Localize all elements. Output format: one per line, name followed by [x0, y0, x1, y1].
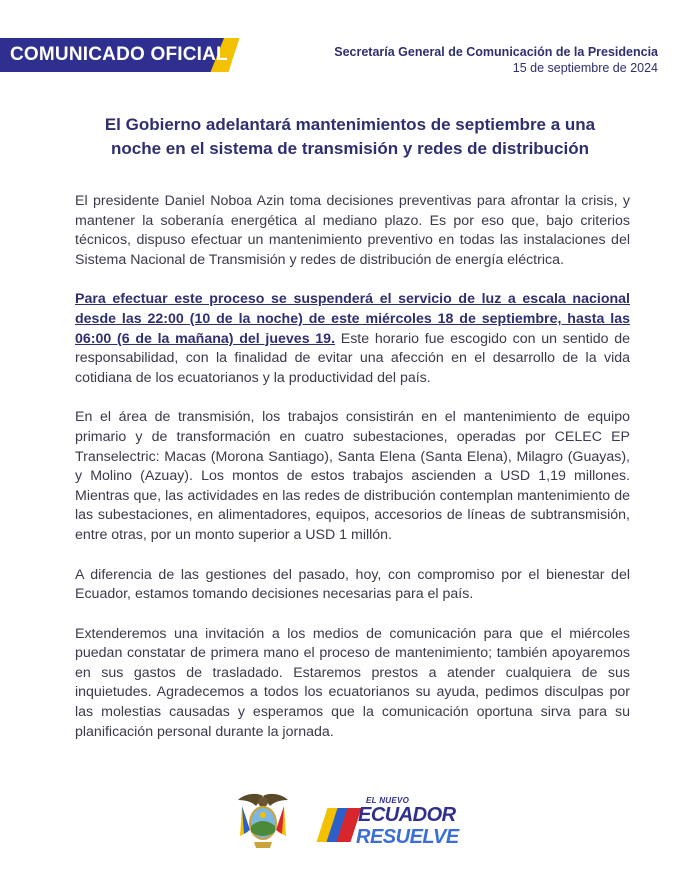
headline-line-1: El Gobierno adelantará mantenimientos de septiembre a una	[104, 115, 596, 134]
official-statement-badge	[0, 38, 236, 72]
paragraph-2	[75, 290, 630, 388]
headline-line-2: noche en el sistema de transmisión y redes de distribución	[110, 139, 590, 158]
badge-label: COMUNICADO OFICIAL	[10, 44, 228, 65]
paragraph-5: Extenderemos una invitación a los medios de comunicación para que el miércoles puedan constatar de primera mano el proceso de mantenimiento; también apoyaremos en sus gastos de trasladado. Estaremos prestos a atender cualquiera de sus inquietudes. Agradecemos a todos los ecuatorianos su ayuda, pedimos disculpas por las molestias causadas y esperamos que la comunicación oportuna sirva para su planificación personal durante la jornada.	[75, 625, 630, 740]
statement-body	[75, 192, 630, 762]
issue-date: 15 de septiembre de 2024	[512, 61, 658, 75]
paragraph-3: En el área de transmisión, los trabajos consistirán en el mantenimiento de equipo primario y de transformación en cuatro subestaciones, operadas por CELEC EP Transelectric: Macas (Morona Santiago), Santa Elena (Santa Elena), Milagro (Guayas), y Molino (Azuay). Los montos de estos trabajos ascienden a USD 1,19 millones. Mientras que, las actividades en las redes de distribución contemplan mantenimiento de las subestaciones, en alimentadores, equipos, accesorios de líneas de subtransmisión, entre otras, por un monto superior a USD 1 millón.	[75, 409, 630, 543]
paragraph-2-emphasis: Para efectuar este proceso se suspenderá el servicio de luz a escala nacional desde las 22:00 (10 de la noche) de este miércoles 18 de septiembre, hasta las 06:00 (6 de la mañana) del jueves 19.	[75, 291, 630, 347]
paragraph-2-rest: Este horario fue escogido con un sentido de responsabilidad, con la finalidad de evitar una afección en el desarrollo de la vida cotidiana de los ecuatorianos y la productividad del país.	[75, 330, 630, 386]
footer-logos	[0, 792, 696, 852]
ecuador-coat-of-arms-icon	[236, 792, 290, 850]
headline	[60, 113, 640, 161]
issuer-org: Secretaría General de Comunicación de la Presidencia	[334, 45, 658, 59]
brand-small-text: EL NUEVO	[366, 796, 410, 805]
brand-line-2: RESUELVE	[356, 826, 459, 848]
issuer-block	[334, 44, 658, 76]
paragraph-4: A diferencia de las gestiones del pasado, hoy, con compromiso por el bienestar del Ecuador, estamos tomando decisiones necesarias para el país.	[75, 566, 630, 603]
paragraph-1: El presidente Daniel Noboa Azin toma decisiones preventivas para afrontar la crisis, y mantener la soberanía energética al mediano plazo. Es por eso que, bajo criterios técnicos, dispuso efectuar un mantenimiento preventivo en todas las instalaciones del Sistema Nacional de Transmisión y redes de distribución de energía eléctrica.	[75, 193, 630, 268]
brand-line-1: ECUADOR	[358, 804, 456, 826]
el-nuevo-ecuador-resuelve-logo	[318, 796, 459, 850]
